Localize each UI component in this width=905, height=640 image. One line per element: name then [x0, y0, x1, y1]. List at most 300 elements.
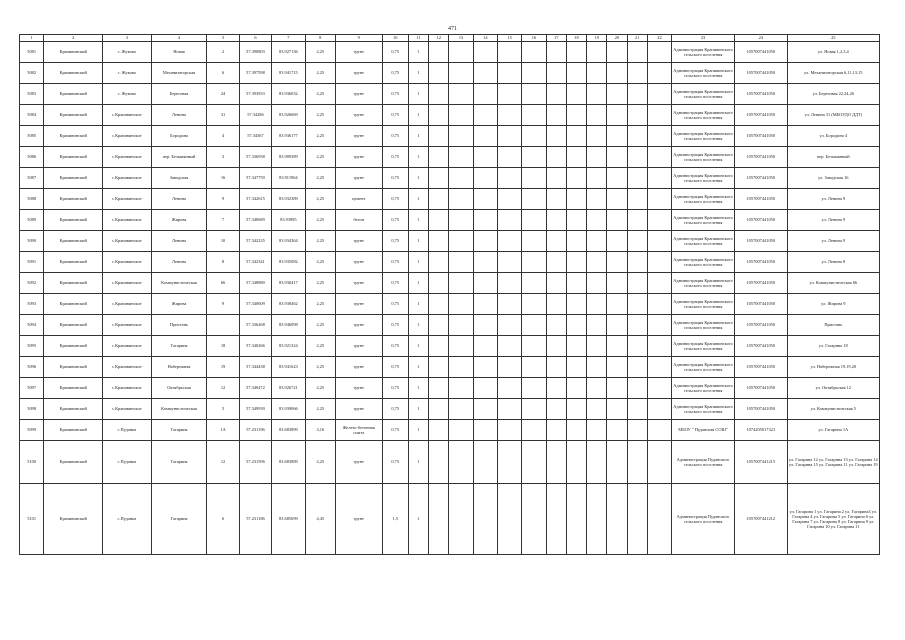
cell-empty	[607, 336, 627, 357]
cell-address: пер. Безымянный	[787, 147, 879, 168]
cell-street: Ленина	[151, 105, 207, 126]
cell-lon: 83.941715	[272, 63, 305, 84]
cell-lat: 57.342615	[239, 189, 271, 210]
cell-id: 5083	[20, 84, 44, 105]
cell-cnt: 1	[408, 126, 428, 147]
cell-empty	[587, 147, 607, 168]
cell-empty	[449, 63, 473, 84]
cell-empty	[449, 441, 473, 484]
cell-lat: 57.340609	[239, 294, 271, 315]
cell-empty	[429, 399, 449, 420]
cell-empty	[546, 484, 566, 555]
cell-house: 3	[207, 147, 239, 168]
table-row	[20, 105, 880, 126]
cell-empty	[627, 63, 647, 84]
cell-empty	[607, 126, 627, 147]
cell-empty	[566, 63, 586, 84]
cell-cnt: 1	[408, 210, 428, 231]
column-header: 17	[546, 35, 566, 42]
cell-empty	[566, 126, 586, 147]
cell-empty	[449, 336, 473, 357]
cell-width: 2,25	[305, 315, 335, 336]
cell-empty	[473, 399, 497, 420]
cell-house: 2	[207, 42, 239, 63]
cell-owner: Администрация Крапивинского сельского поселения	[672, 336, 735, 357]
cell-lon: 83.936032	[272, 84, 305, 105]
cell-lat: 57.34286	[239, 105, 271, 126]
cell-empty	[429, 273, 449, 294]
cell-owner: Администрация Пуданского сельского поселения	[672, 484, 735, 555]
cell-street: Ленина	[151, 189, 207, 210]
cell-lat: 57.340266	[239, 336, 271, 357]
cell-length: 1,5	[382, 484, 408, 555]
cell-owner: Администрация Крапивинского сельского поселения	[672, 315, 735, 336]
cell-id: 5093	[20, 294, 44, 315]
cell-lon: 83.921324	[272, 336, 305, 357]
cell-width: 2,25	[305, 147, 335, 168]
table-row	[20, 441, 880, 484]
cell-address: ул. Ленина 8	[787, 252, 879, 273]
cell-lat: 57.347759	[239, 168, 271, 189]
cell-empty	[497, 378, 521, 399]
cell-empty	[566, 378, 586, 399]
cell-empty	[627, 273, 647, 294]
cell-id: 5101	[20, 484, 44, 555]
cell-owner: Администрация Крапивинского сельского поселения	[672, 273, 735, 294]
table-row	[20, 273, 880, 294]
cell-empty	[607, 484, 627, 555]
cell-owner: Администрация Крапивинского сельского поселения	[672, 357, 735, 378]
cell-house: 18	[207, 336, 239, 357]
cell-id: 5087	[20, 168, 44, 189]
cell-empty	[449, 147, 473, 168]
cell-empty	[522, 147, 546, 168]
cell-owner: Администрация Крапивинского сельского поселения	[672, 84, 735, 105]
cell-ogrn: 1057007441050	[734, 294, 787, 315]
cell-ogrn: 1057007441215	[734, 441, 787, 484]
cell-surface: грунт	[335, 273, 382, 294]
cell-cnt: 1	[408, 84, 428, 105]
cell-empty	[522, 231, 546, 252]
cell-empty	[566, 441, 586, 484]
cell-owner: Администрация Крапивинского сельского поселения	[672, 63, 735, 84]
cell-owner: Администрация Крапивинского сельского поселения	[672, 189, 735, 210]
cell-house: 5	[207, 399, 239, 420]
cell-district: Крапивинский	[44, 63, 103, 84]
cell-district: Крапивинский	[44, 84, 103, 105]
cell-empty	[587, 126, 607, 147]
cell-empty	[627, 357, 647, 378]
cell-district: Крапивинский	[44, 252, 103, 273]
cell-empty	[587, 189, 607, 210]
cell-empty	[497, 231, 521, 252]
cell-width: 2,25	[305, 378, 335, 399]
cell-empty	[522, 273, 546, 294]
cell-length: 0,75	[382, 336, 408, 357]
cell-lon: 83.932389	[272, 189, 305, 210]
cell-empty	[627, 399, 647, 420]
cell-empty	[546, 336, 566, 357]
cell-address: ул. Бородина 4	[787, 126, 879, 147]
cell-cnt: 1	[408, 168, 428, 189]
cell-settlement: с.Крапивинское	[103, 168, 152, 189]
cell-empty	[449, 315, 473, 336]
cell-empty	[587, 231, 607, 252]
cell-settlement: с.Крапивинское	[103, 147, 152, 168]
column-header: 13	[449, 35, 473, 42]
cell-district: Крапивинский	[44, 315, 103, 336]
cell-empty	[587, 399, 607, 420]
cell-length: 0,75	[382, 210, 408, 231]
cell-empty	[607, 315, 627, 336]
cell-empty	[522, 441, 546, 484]
column-header: 16	[522, 35, 546, 42]
cell-empty	[473, 441, 497, 484]
cell-width: 2,25	[305, 105, 335, 126]
cell-empty	[429, 105, 449, 126]
cell-house: 66	[207, 273, 239, 294]
cell-empty	[449, 126, 473, 147]
cell-empty	[566, 210, 586, 231]
cell-empty	[546, 210, 566, 231]
table-row	[20, 63, 880, 84]
cell-length: 0,75	[382, 399, 408, 420]
cell-lon: 83.93985	[272, 210, 305, 231]
cell-id: 5089	[20, 210, 44, 231]
cell-empty	[607, 210, 627, 231]
cell-address: ул. Ленина 9	[787, 231, 879, 252]
cell-empty	[429, 484, 449, 555]
cell-street: пер. Безымянный	[151, 147, 207, 168]
cell-cnt: 1	[408, 294, 428, 315]
cell-district: Крапивинский	[44, 294, 103, 315]
cell-empty	[497, 126, 521, 147]
cell-empty	[473, 147, 497, 168]
cell-surface: грунт	[335, 294, 382, 315]
cell-address: ул. Набережная 19,19,20	[787, 357, 879, 378]
cell-street: Набережная	[151, 357, 207, 378]
cell-ogrn: 1057007441050	[734, 126, 787, 147]
table-body	[20, 35, 880, 555]
cell-lat: 57.34367	[239, 126, 271, 147]
cell-settlement: с.Крапивинское	[103, 399, 152, 420]
cell-surface: грунт	[335, 399, 382, 420]
cell-empty	[587, 168, 607, 189]
cell-ogrn: 1057007441050	[734, 252, 787, 273]
column-header: 10	[382, 35, 408, 42]
cell-surface: цемент	[335, 189, 382, 210]
cell-lat: 57.340689	[239, 210, 271, 231]
cell-empty	[627, 294, 647, 315]
cell-street: Механизаторская	[151, 63, 207, 84]
cell-empty	[449, 105, 473, 126]
cell-lat: 57.231186	[239, 484, 271, 555]
cell-street: Береговая	[151, 84, 207, 105]
cell-lon: 83.936177	[272, 126, 305, 147]
cell-settlement: с.Крапивинское	[103, 357, 152, 378]
cell-surface: бетон	[335, 210, 382, 231]
cell-lon: 83.685699	[272, 484, 305, 555]
cell-cnt: 1	[408, 231, 428, 252]
cell-empty	[429, 147, 449, 168]
cell-street: Октябрьская	[151, 378, 207, 399]
cell-settlement: с.Крапивинское	[103, 210, 152, 231]
cell-empty	[627, 484, 647, 555]
cell-length: 0,75	[382, 441, 408, 484]
cell-ogrn: 1057007441050	[734, 63, 787, 84]
table-row	[20, 252, 880, 273]
column-header: 22	[647, 35, 671, 42]
cell-empty	[587, 294, 607, 315]
cell-empty	[566, 252, 586, 273]
cell-settlement: с. Жуково	[103, 84, 152, 105]
cell-empty	[473, 84, 497, 105]
cell-empty	[522, 105, 546, 126]
cell-empty	[566, 231, 586, 252]
cell-empty	[627, 315, 647, 336]
cell-lat: 57.390803	[239, 42, 271, 63]
table-row	[20, 147, 880, 168]
cell-empty	[546, 273, 566, 294]
column-header: 23	[672, 35, 735, 42]
cell-house: 7	[207, 210, 239, 231]
cell-empty	[473, 231, 497, 252]
cell-lat: 57.336268	[239, 315, 271, 336]
cell-empty	[497, 168, 521, 189]
column-header: 3	[103, 35, 152, 42]
cell-address: ул. Жирова 9	[787, 294, 879, 315]
cell-empty	[449, 168, 473, 189]
cell-street: Жирова	[151, 210, 207, 231]
cell-street: Гагарина	[151, 484, 207, 555]
cell-ogrn: 1057007441050	[734, 147, 787, 168]
cell-id: 5085	[20, 126, 44, 147]
cell-empty	[429, 294, 449, 315]
cell-empty	[627, 105, 647, 126]
cell-empty	[546, 105, 566, 126]
cell-empty	[607, 420, 627, 441]
cell-empty	[587, 42, 607, 63]
cell-empty	[647, 168, 671, 189]
cell-owner: Администрация Крапивинского сельского поселения	[672, 231, 735, 252]
cell-empty	[449, 210, 473, 231]
cell-empty	[449, 378, 473, 399]
cell-empty	[607, 252, 627, 273]
cell-empty	[647, 105, 671, 126]
cell-settlement: с.Крапивинское	[103, 252, 152, 273]
cell-district: Крапивинский	[44, 147, 103, 168]
cell-surface: грунт	[335, 378, 382, 399]
cell-house: 19	[207, 357, 239, 378]
cell-ogrn: 1074205017323	[734, 420, 787, 441]
cell-empty	[566, 357, 586, 378]
cell-house: 4	[207, 126, 239, 147]
cell-address: ул. Механизаторская 6,11,13,15	[787, 63, 879, 84]
cell-empty	[647, 189, 671, 210]
cell-empty	[497, 105, 521, 126]
table-row	[20, 399, 880, 420]
cell-length: 0,75	[382, 273, 408, 294]
cell-district: Крапивинский	[44, 210, 103, 231]
cell-empty	[607, 42, 627, 63]
cell-empty	[522, 84, 546, 105]
cell-address: ул. Ленина 9	[787, 210, 879, 231]
cell-empty	[607, 441, 627, 484]
cell-empty	[566, 42, 586, 63]
cell-empty	[522, 168, 546, 189]
cell-empty	[522, 484, 546, 555]
cell-empty	[429, 42, 449, 63]
cell-empty	[627, 378, 647, 399]
cell-empty	[607, 231, 627, 252]
cell-empty	[566, 294, 586, 315]
cell-empty	[607, 273, 627, 294]
table-row	[20, 420, 880, 441]
cell-surface: грунт	[335, 441, 382, 484]
cell-empty	[473, 210, 497, 231]
cell-cnt: 1	[408, 252, 428, 273]
cell-empty	[647, 357, 671, 378]
cell-owner: Администрация Крапивинского сельского поселения	[672, 252, 735, 273]
cell-empty	[587, 273, 607, 294]
cell-house: 24	[207, 84, 239, 105]
cell-ogrn: 1057007441212	[734, 484, 787, 555]
cell-length: 0,75	[382, 189, 408, 210]
cell-lon: 83.927136	[272, 42, 305, 63]
cell-surface: грунт	[335, 252, 382, 273]
cell-empty	[566, 420, 586, 441]
cell-empty	[522, 252, 546, 273]
cell-empty	[647, 84, 671, 105]
cell-cnt: 1	[408, 315, 428, 336]
cell-empty	[449, 42, 473, 63]
cell-width: 2,25	[305, 42, 335, 63]
cell-id: 5099	[20, 420, 44, 441]
cell-ogrn: 1057007441050	[734, 168, 787, 189]
cell-empty	[546, 252, 566, 273]
cell-empty	[607, 399, 627, 420]
cell-cnt: 1	[408, 273, 428, 294]
column-header: 9	[335, 35, 382, 42]
cell-empty	[449, 357, 473, 378]
cell-empty	[449, 273, 473, 294]
cell-empty	[647, 126, 671, 147]
cell-empty	[647, 315, 671, 336]
cell-house: 12	[207, 441, 239, 484]
cell-lat: 57.231596	[239, 441, 271, 484]
cell-empty	[587, 105, 607, 126]
cell-street: Коммунистическая	[151, 273, 207, 294]
cell-empty	[647, 336, 671, 357]
cell-cnt: 1	[408, 63, 428, 84]
cell-empty	[473, 420, 497, 441]
cell-width: 2,25	[305, 126, 335, 147]
cell-empty	[429, 252, 449, 273]
cell-empty	[497, 252, 521, 273]
cell-empty	[587, 63, 607, 84]
cell-empty	[546, 441, 566, 484]
cell-empty	[522, 357, 546, 378]
cell-district: Крапивинский	[44, 105, 103, 126]
cell-ogrn: 1057007441050	[734, 189, 787, 210]
cell-house: 9	[207, 189, 239, 210]
cell-owner: Администрация Крапивинского сельского поселения	[672, 147, 735, 168]
cell-length: 0,75	[382, 84, 408, 105]
cell-lat: 57.393933	[239, 84, 271, 105]
column-header: 4	[151, 35, 207, 42]
cell-empty	[473, 42, 497, 63]
cell-empty	[647, 420, 671, 441]
cell-house: 12	[207, 378, 239, 399]
cell-empty	[546, 231, 566, 252]
cell-address: ул. Береговая 22,24,26	[787, 84, 879, 105]
cell-length: 0,75	[382, 378, 408, 399]
cell-empty	[522, 420, 546, 441]
cell-empty	[647, 42, 671, 63]
cell-empty	[473, 189, 497, 210]
cell-surface: грунт	[335, 42, 382, 63]
cell-settlement: с.Крапивинское	[103, 378, 152, 399]
cell-empty	[566, 147, 586, 168]
cell-street: Ленина	[151, 231, 207, 252]
cell-empty	[546, 168, 566, 189]
cell-street: Ленина	[151, 252, 207, 273]
cell-surface: грунт	[335, 315, 382, 336]
cell-surface: грунт	[335, 336, 382, 357]
cell-house: 31	[207, 105, 239, 126]
table-row	[20, 484, 880, 555]
cell-empty	[473, 168, 497, 189]
cell-owner: Администрация Крапивинского сельского поселения	[672, 210, 735, 231]
table-row	[20, 42, 880, 63]
cell-empty	[546, 378, 566, 399]
cell-empty	[497, 84, 521, 105]
cell-empty	[587, 315, 607, 336]
cell-surface: грунт	[335, 84, 382, 105]
cell-surface: грунт	[335, 357, 382, 378]
cell-surface: грунт	[335, 484, 382, 555]
cell-empty	[607, 357, 627, 378]
cell-ogrn: 1057007441050	[734, 357, 787, 378]
cell-id: 5090	[20, 231, 44, 252]
cell-empty	[497, 357, 521, 378]
cell-district: Крапивинский	[44, 399, 103, 420]
cell-surface: Железо-бетонная плита	[335, 420, 382, 441]
page-number: 471	[448, 26, 457, 32]
cell-id: 5092	[20, 273, 44, 294]
cell-empty	[587, 441, 607, 484]
column-header: 18	[566, 35, 586, 42]
column-header: 1	[20, 35, 44, 42]
cell-empty	[647, 210, 671, 231]
cell-width: 2,25	[305, 63, 335, 84]
column-header: 8	[305, 35, 335, 42]
cell-empty	[473, 315, 497, 336]
cell-empty	[546, 63, 566, 84]
cell-empty	[497, 336, 521, 357]
cell-house	[207, 315, 239, 336]
cell-address: ул. Гагарина 1 ул. Гагарина 2 ул. Гагарина3 ул. Гагарина 4 ул. Гагарина 5 ул. Гагарина 6 ул. Гагарина 7 ул. Гагарина 8 ул. Гагарина 9 ул. Гагарина 10 ул. Гагарина 11	[787, 484, 879, 555]
cell-owner: Администрация Пуданского сельского поселения	[672, 441, 735, 484]
cell-empty	[566, 336, 586, 357]
cell-id: 5084	[20, 105, 44, 126]
cell-street: Новая	[151, 42, 207, 63]
cell-id: 5098	[20, 399, 44, 420]
cell-empty	[546, 315, 566, 336]
cell-lon: 83.926669	[272, 105, 305, 126]
cell-width: 2,25	[305, 273, 335, 294]
cell-settlement: с.Крапивинское	[103, 273, 152, 294]
